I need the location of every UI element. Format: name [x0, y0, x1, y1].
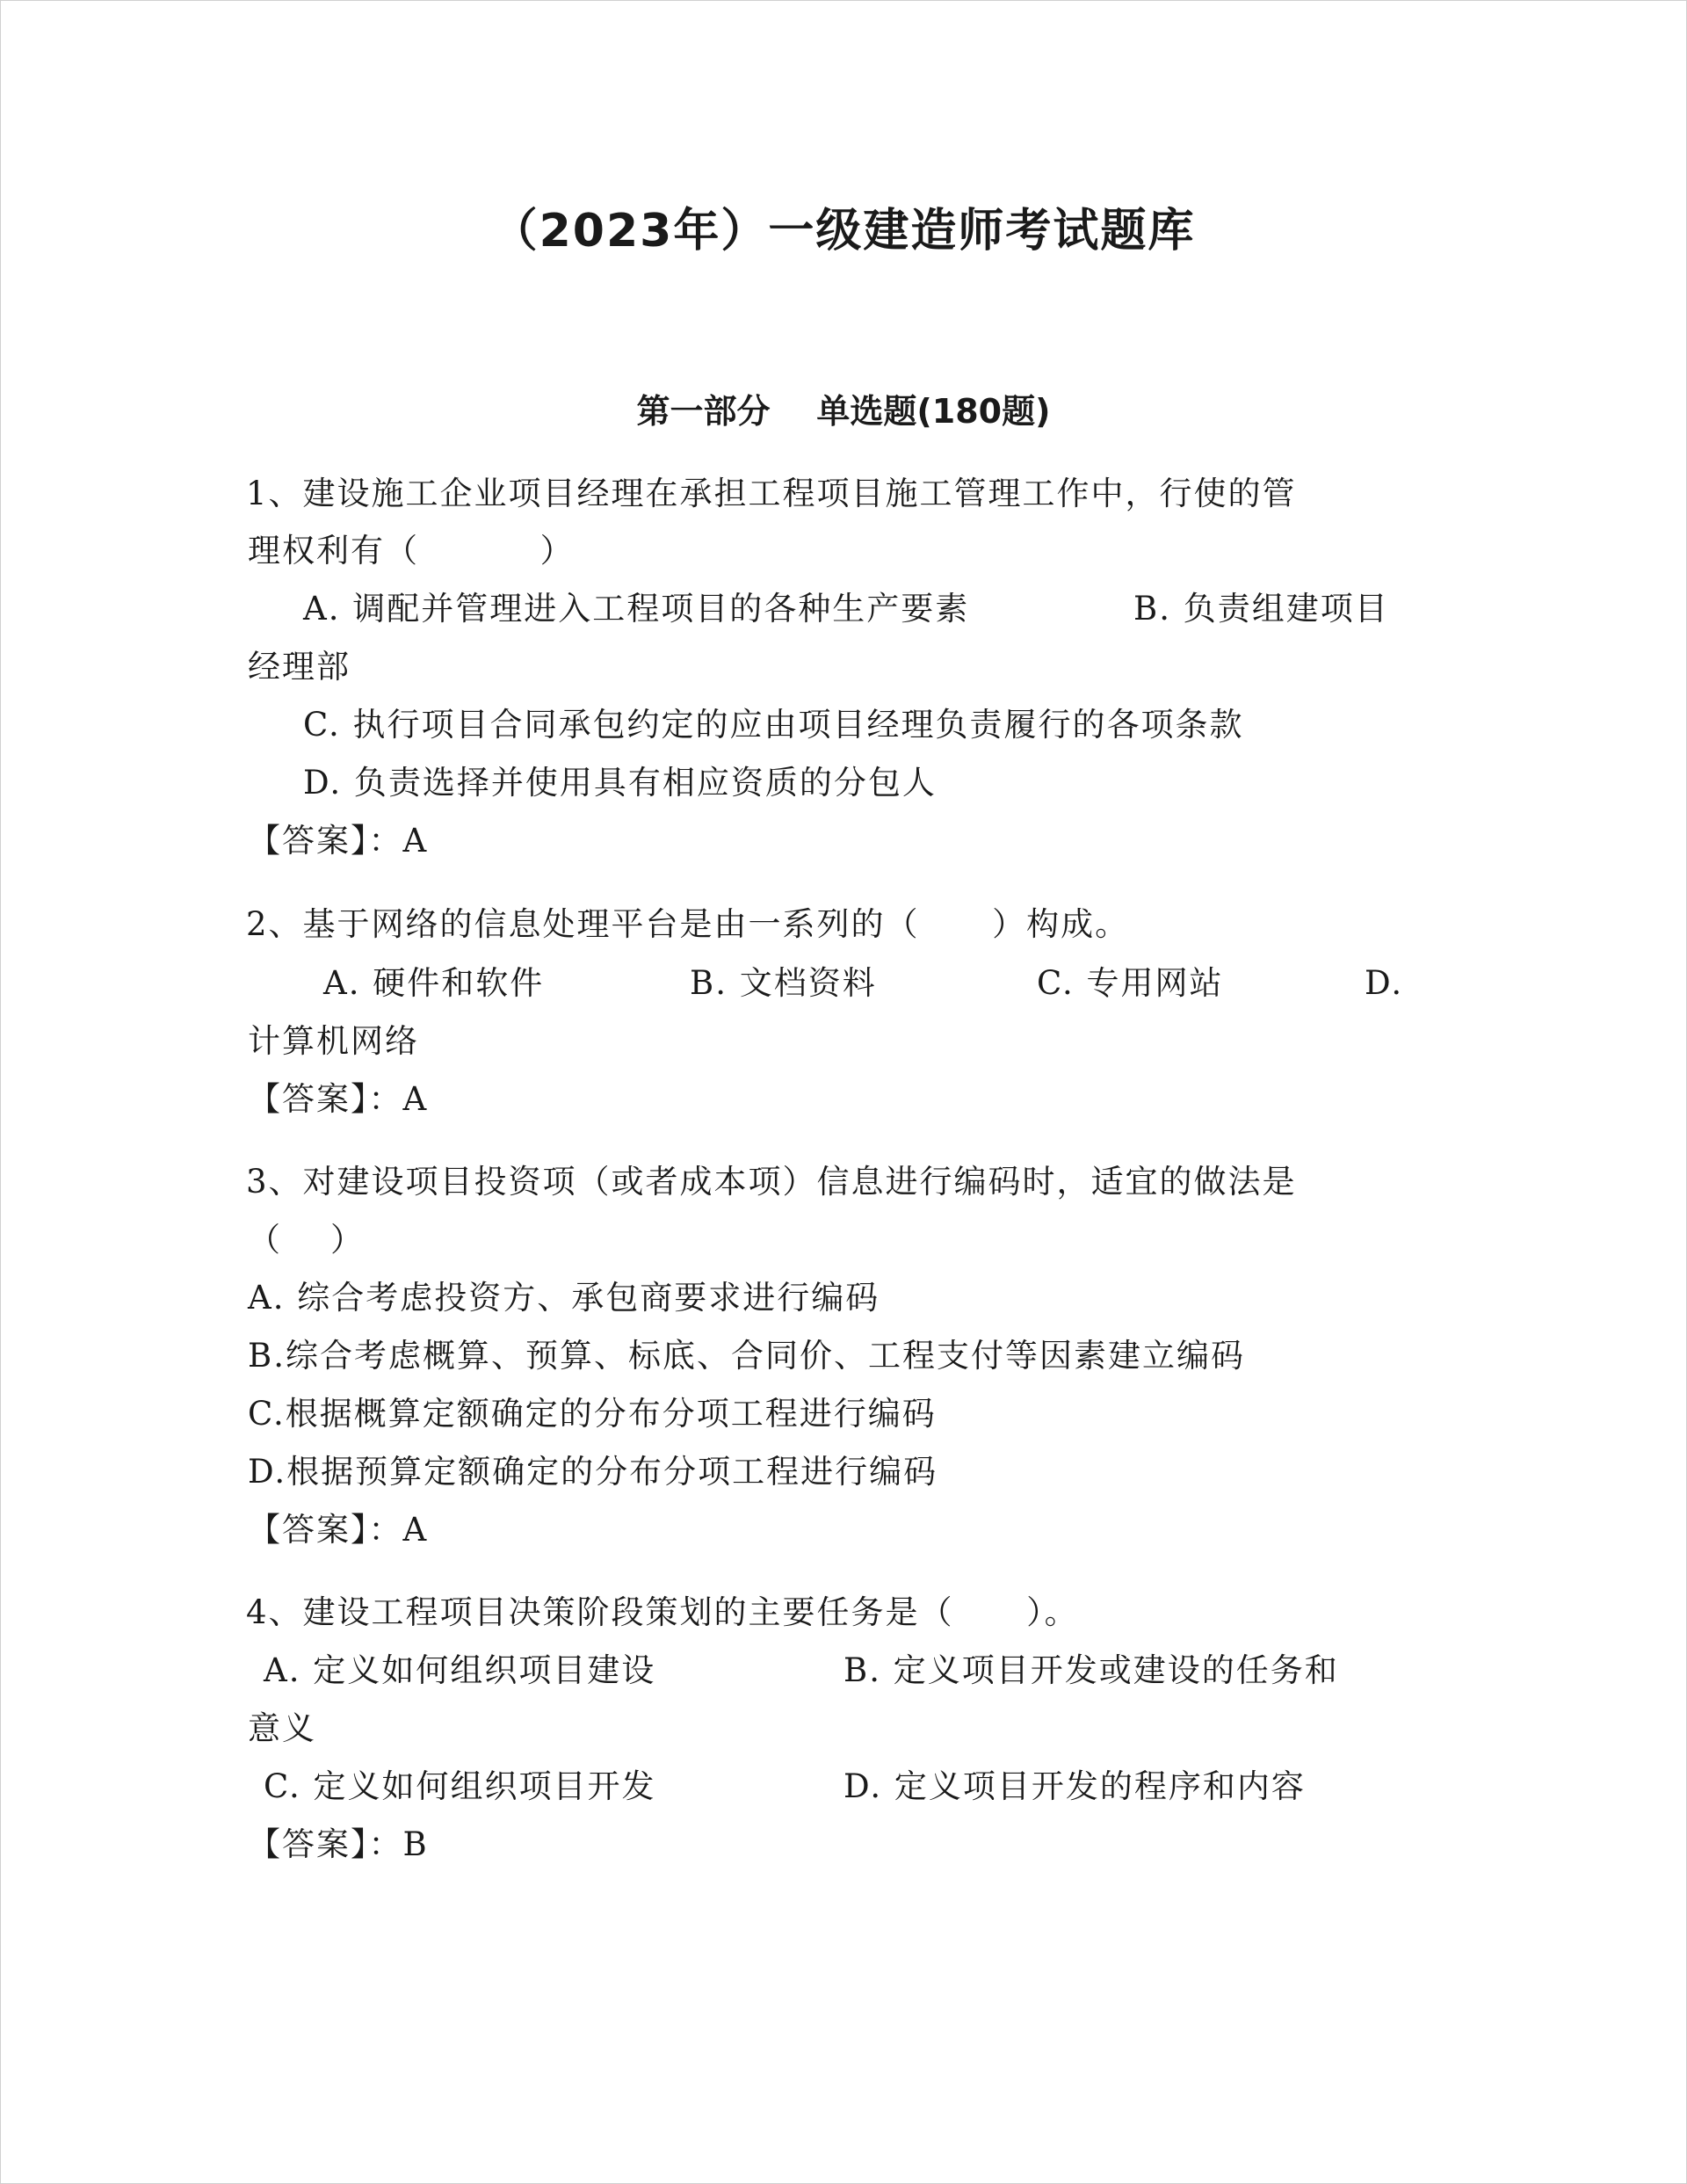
question-4-option-a: A. 定义如何组织项目建设	[264, 1651, 656, 1689]
question-3-stem-line2: （ ）	[248, 1221, 366, 1259]
question-4-option-b-cont: 意义	[248, 1709, 316, 1747]
question-3-stem-line1: 3、对建设项目投资项（或者成本项）信息进行编码时，适宜的做法是	[246, 1163, 1297, 1201]
question-4-option-b: B. 定义项目开发或建设的任务和	[844, 1651, 1339, 1689]
question-3-answer: 【答案】：A	[248, 1511, 429, 1549]
question-1-option-d: D. 负责选择并使用具有相应资质的分包人	[303, 764, 937, 802]
question-2-option-d: D.	[1365, 964, 1404, 1002]
question-1-option-b-cont: 经理部	[248, 648, 351, 686]
question-2-option-b: B. 文档资料	[690, 964, 877, 1002]
question-1-answer: 【答案】：A	[248, 822, 429, 860]
question-4-answer: 【答案】：B	[248, 1825, 429, 1863]
question-1-option-c: C. 执行项目合同承包约定的应由项目经理负责履行的各项条款	[303, 706, 1244, 744]
question-2-option-a: A. 硬件和软件	[323, 964, 545, 1002]
question-4-option-d: D. 定义项目开发的程序和内容	[844, 1767, 1306, 1805]
question-4-option-c: C. 定义如何组织项目开发	[264, 1767, 656, 1805]
question-2-stem-line1: 2、基于网络的信息处理平台是由一系列的（ ）构成。	[246, 905, 1130, 943]
question-1-stem-line2: 理权利有（ ）	[248, 532, 575, 570]
question-3-option-b: B.综合考虑概算、预算、标底、合同价、工程支付等因素建立编码	[248, 1337, 1245, 1375]
question-2-option-d-cont: 计算机网络	[248, 1022, 419, 1060]
question-3-option-d: D.根据预算定额确定的分布分项工程进行编码	[248, 1453, 938, 1491]
question-3-option-c: C.根据概算定额确定的分布分项工程进行编码	[248, 1395, 937, 1433]
question-1-stem-line1: 1、建设施工企业项目经理在承担工程项目施工管理工作中，行使的管	[246, 475, 1297, 512]
section-title: 第一部分 单选题(180题)	[636, 392, 1051, 431]
question-2-answer: 【答案】：A	[248, 1080, 429, 1118]
document-title: （2023年）一级建造师考试题库	[491, 205, 1196, 258]
question-1-option-b: B. 负责组建项目	[1133, 590, 1389, 628]
question-3-option-a: A. 综合考虑投资方、承包商要求进行编码	[248, 1279, 880, 1317]
question-4-stem-line1: 4、建设工程项目决策阶段策划的主要任务是（ ）。	[246, 1593, 1079, 1631]
question-2-option-c: C. 专用网站	[1037, 964, 1224, 1002]
question-1-option-a: A. 调配并管理进入工程项目的各种生产要素	[303, 590, 970, 628]
